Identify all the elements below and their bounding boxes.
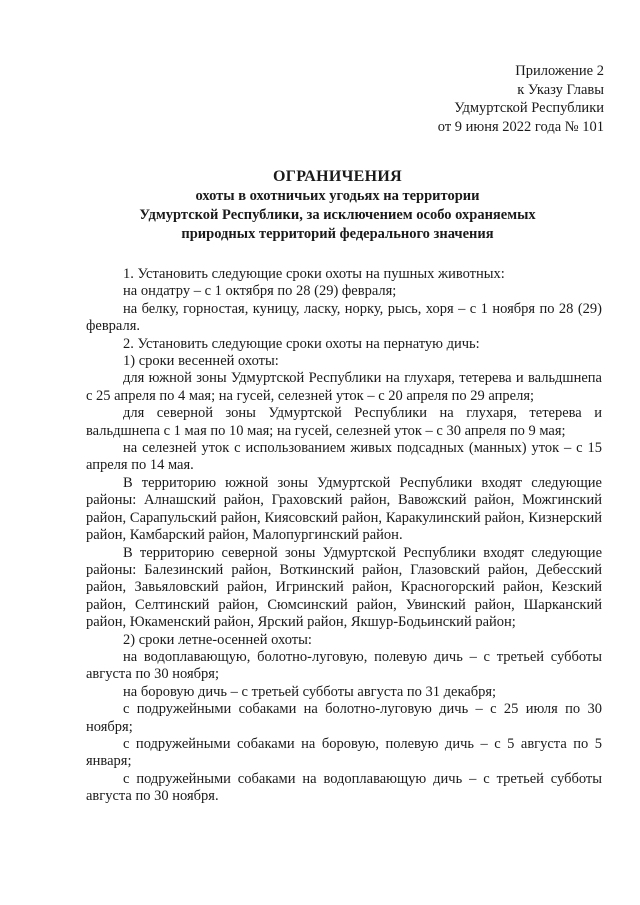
paragraph: с подружейными собаками на болотно-луговую дичь – с 25 июля по 30 ноября; [86, 701, 602, 735]
document-body [86, 266, 602, 806]
paragraph: В территорию южной зоны Удмуртской Республики входят следующие районы: Алнашский район, Граховский район, Вавожский район, Можгинский район, Сарапульский район, Киясовский район, Каракулинский район, Кизнерский район, Камбарский район, Малопургинский район. [86, 474, 602, 544]
heading-line: природных территорий федерального значения [181, 226, 494, 242]
paragraph: 1) сроки весенней охоты: [123, 353, 279, 370]
appendix-line: Удмуртской Республики [454, 100, 604, 116]
document-heading [60, 167, 615, 244]
document-title: ОГРАНИЧЕНИЯ [273, 168, 402, 185]
appendix-line: к Указу Главы [517, 81, 604, 98]
appendix-line: Приложение 2 [515, 63, 604, 79]
paragraph: 1. Установить следующие сроки охоты на пушных животных: [123, 266, 505, 282]
appendix-header [438, 62, 604, 136]
paragraph: для южной зоны Удмуртской Республики на глухаря, тетерева и вальдшнепа с 25 апреля по 4 мая; на гусей, селезней уток – с 20 апреля по 29 апреля; [86, 370, 602, 404]
paragraph: В территорию северной зоны Удмуртской Республики входят следующие районы: Балезинский район, Воткинский район, Глазовский район, Дебесский район, Завьяловский район, Игринский район, Красногорский район, Кезский район, Селтинский район, Сюмсинский район, Увинский район, Шарканский район, Юкаменский район, Ярский район, Якшур-Бодьинский район; [86, 544, 602, 631]
paragraph: для северной зоны Удмуртской Республики на глухаря, тетерева и вальдшнепа с 1 мая по 10 мая; на гусей, селезней уток – с 30 апреля по 9 мая; [86, 405, 602, 439]
paragraph: на белку, горностая, куницу, ласку, норку, рысь, хоря – с 1 ноября по 28 (29) февраля. [86, 300, 602, 335]
paragraph: 2) сроки летне-осенней охоты: [123, 631, 312, 648]
appendix-date-line: от 9 июня 2022 года № 101 [437, 118, 604, 135]
paragraph: с подружейными собаками на боровую, полевую дичь – с 5 августа по 5 января; [86, 735, 602, 770]
heading-line: охоты в охотничьих угодьях на территории [195, 188, 480, 204]
paragraph: на ондатру – с 1 октября по 28 (29) февраля; [123, 283, 397, 300]
paragraph: на водоплавающую, болотно-луговую, полевую дичь – с третьей субботы августа по 30 ноября; [86, 648, 602, 683]
paragraph: на боровую дичь – с третьей субботы августа по 31 декабря; [123, 683, 497, 700]
paragraph: с подружейными собаками на водоплавающую дичь – с третьей субботы августа по 30 ноября. [86, 770, 602, 805]
heading-line: Удмуртской Республики, за исключением особо охраняемых [139, 207, 536, 223]
paragraph: 2. Установить следующие сроки охоты на пернатую дичь: [123, 335, 480, 352]
paragraph: на селезней уток с использованием живых подсадных (манных) уток – с 15 апреля по 14 мая. [86, 440, 602, 474]
